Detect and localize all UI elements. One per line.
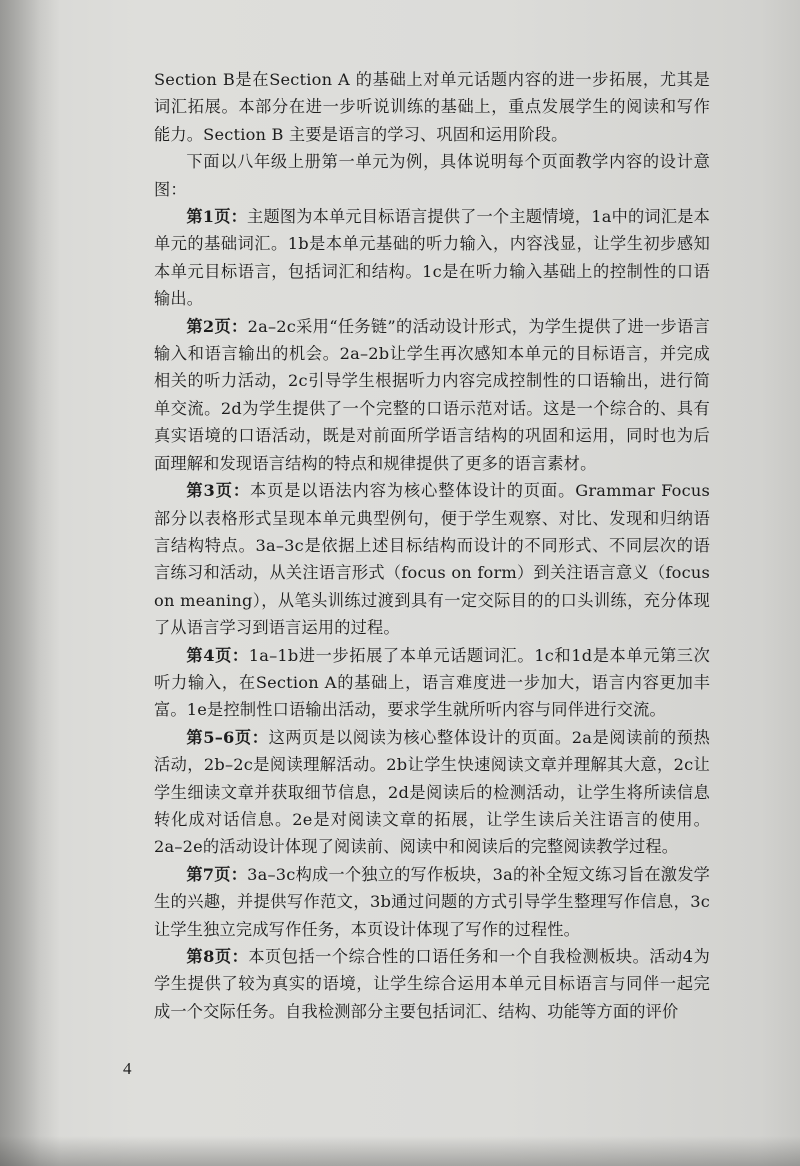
paragraph-page-8 — [154, 943, 710, 1025]
paragraph-text: 2a–2c采用“任务链”的活动设计形式，为学生提供了进一步语言输入和语言输出的机会。2a–2b让学生再次感知本单元的目标语言，并完成相关的听力活动，2c引导学生根据听力内容完成控制性的口语输出，进行简单交流。2d为学生提供了一个完整的口语示范对话。这是一个综合的、具有真实语境的口语活动，既是对前面所学语言结构的巩固和运用，同时也为后面理解和发现语言结构的特点和规律提供了更多的语言素材。 — [154, 316, 710, 473]
paragraph-label: 第3页： — [186, 481, 250, 501]
paragraph-page-1 — [154, 203, 710, 313]
paragraph-page-7 — [154, 861, 710, 943]
paragraph-text: 1a–1b进一步拓展了本单元话题词汇。1c和1d是本单元第三次听力输入，在Section A的基础上，语言难度进一步加大，语言内容更加丰富。1e是控制性口语输出活动，要求学生就所听内容与同伴进行交流。 — [154, 645, 710, 720]
paragraph-label: 第4页： — [186, 645, 249, 665]
paragraph-page-4 — [154, 642, 710, 724]
paragraph-label: 第5–6页： — [186, 727, 269, 747]
paragraph-text: 3a–3c构成一个独立的写作板块，3a的补全短文练习旨在激发学生的兴趣，并提供写作范文，3b通过问题的方式引导学生整理写作信息，3c让学生独立完成写作任务，本页设计体现了写作的过程性。 — [154, 864, 710, 939]
paragraph-label: 第8页： — [186, 947, 249, 966]
paragraph-page-5-6 — [154, 724, 710, 861]
paragraph-text: 这两页是以阅读为核心整体设计的页面。2a是阅读前的预热活动，2b–2c是阅读理解活动。2b让学生快速阅读文章并理解其大意，2c让学生细读文章并获取细节信息，2d是阅读后的检测活动，让学生将所读信息转化成对话信息。2e是对阅读文章的拓展，让学生读后关注语言的使用。2a–2e的活动设计体现了阅读前、阅读中和阅读后的完整阅读教学过程。 — [154, 727, 710, 857]
paragraph-label: 第2页： — [186, 316, 248, 336]
paragraph-label: 第7页： — [186, 864, 248, 884]
paragraph-text: 本页包括一个综合性的口语任务和一个自我检测板块。活动4为学生提供了较为真实的语境，让学生综合运用本单元目标语言与同伴一起完成一个交际任务。自我检测部分主要包括词汇、结构、功能等方面的评价 — [154, 947, 710, 1021]
body-text — [154, 66, 710, 1025]
intro-paragraph: Section B是在Section A 的基础上对单元话题内容的进一步拓展，尤其是词汇拓展。本部分在进一步听说训练的基础上，重点发展学生的阅读和写作能力。Section B 主要是语言的学习、巩固和运用阶段。 — [154, 70, 710, 144]
paragraph-text: 本页是以语法内容为核心整体设计的页面。Grammar Focus 部分以表格形式呈现本单元典型例句，便于学生观察、对比、发现和归纳语言结构特点。3a–3c是依据上述目标结构而设计的不同形式、不同层次的语言练习和活动，从关注语言形式（focus on form）到关注语言意义（focus on meaning），从笔头训练过渡到具有一定交际目的的口头训练，充分体现了从语言学习到语言运用的过程。 — [154, 481, 710, 638]
paragraph-label: 第1页： — [186, 207, 248, 227]
paragraph-page-2 — [154, 313, 710, 477]
page-number: 4 — [123, 1059, 132, 1078]
paragraph-text: 主题图为本单元目标语言提供了一个主题情境，1a中的词汇是本单元的基础词汇。1b是本单元基础的听力输入，内容浅显，让学生初步感知本单元目标语言，包括词汇和结构。1c是在听力输入基础上的控制性的口语输出。 — [154, 207, 710, 309]
paragraph-page-3 — [154, 477, 710, 641]
lead-paragraph: 下面以八年级上册第一单元为例，具体说明每个页面教学内容的设计意图： — [154, 152, 710, 199]
